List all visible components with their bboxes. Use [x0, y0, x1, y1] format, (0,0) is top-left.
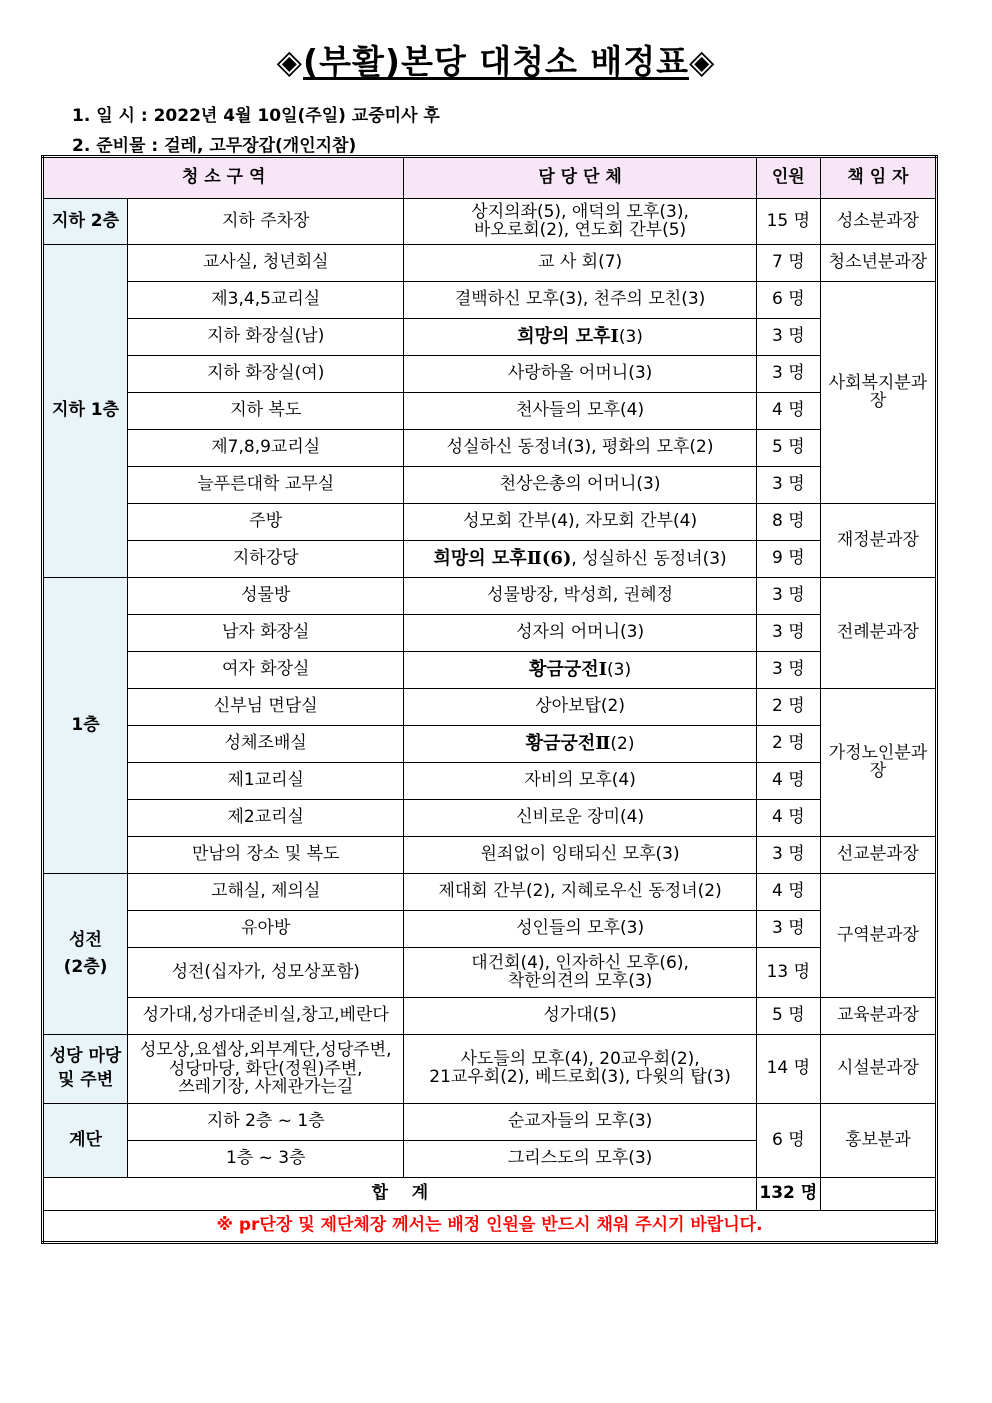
table-row	[43, 615, 937, 652]
group-cell: 황금궁전Ⅱ(2)	[404, 726, 756, 763]
info-date: 1. 일 시 : 2022년 4월 10일(주일) 교중미사 후	[72, 106, 440, 126]
responsible-cell: 선교분과장	[820, 837, 936, 874]
group-cell: 희망의 모후Ⅰ(3)	[404, 319, 756, 356]
title-right-mark: ◈	[688, 42, 716, 81]
table-row	[43, 911, 937, 948]
area-cell: 만남의 장소 및 복도	[128, 837, 404, 874]
count-cell: 5 명	[756, 998, 820, 1035]
group-cell: 교 사 회(7)	[404, 245, 756, 282]
floor-yard: 성당 마당 및 주변	[43, 1035, 128, 1104]
area-cell: 늘푸른대학 교무실	[128, 467, 404, 504]
area-cell: 성가대,성가대준비실,창고,베란다	[128, 998, 404, 1035]
total-blank	[820, 1178, 936, 1211]
table-row	[43, 874, 937, 911]
area-cell: 지하 2층 ~ 1층	[128, 1104, 404, 1141]
area-cell: 유아방	[128, 911, 404, 948]
group-cell: 순교자들의 모후(3)	[404, 1104, 756, 1141]
table-row	[43, 282, 937, 319]
notice-text: ※ pr단장 및 제단체장 께서는 배정 인원을 반드시 채워 주시기 바랍니다.	[43, 1211, 937, 1243]
header-group: 담 당 단 체	[404, 157, 756, 199]
group-cell: 성실하신 동정녀(3), 평화의 모후(2)	[404, 430, 756, 467]
title-text: (부활)본당 대청소 배정표	[303, 42, 689, 81]
area-cell: 성모상,요셉상,외부계단,성당주변, 성당마당, 화단(정원)주변, 쓰레기장, 사제관가는길	[128, 1035, 404, 1104]
group-cell: 그리스도의 모후(3)	[404, 1141, 756, 1178]
count-cell: 3 명	[756, 356, 820, 393]
group-cell: 대건회(4), 인자하신 모후(6), 착한의견의 모후(3)	[404, 948, 756, 998]
count-cell: 2 명	[756, 689, 820, 726]
count-cell: 3 명	[756, 319, 820, 356]
area-cell: 제2교리실	[128, 800, 404, 837]
floor-sanctuary: 성전 (2층)	[43, 874, 128, 1035]
count-cell: 15 명	[756, 199, 820, 245]
area-cell: 주방	[128, 504, 404, 541]
responsible-cell: 청소년분과장	[820, 245, 936, 282]
group-cell: 성모회 간부(4), 자모회 간부(4)	[404, 504, 756, 541]
group-cell: 성물방장, 박성희, 권혜정	[404, 578, 756, 615]
count-cell: 5 명	[756, 430, 820, 467]
responsible-cell: 교육분과장	[820, 998, 936, 1035]
count-cell: 4 명	[756, 800, 820, 837]
table-row	[43, 763, 937, 800]
count-cell: 4 명	[756, 393, 820, 430]
count-cell: 3 명	[756, 578, 820, 615]
floor-stairs: 계단	[43, 1104, 128, 1178]
responsible-cell: 시설분과장	[820, 1035, 936, 1104]
header-responsible: 책 임 자	[820, 157, 936, 199]
table-row	[43, 467, 937, 504]
table-header-row	[43, 157, 937, 199]
total-label: 합 계	[43, 1178, 757, 1211]
header-count: 인원	[756, 157, 820, 199]
table-row	[43, 356, 937, 393]
count-cell: 13 명	[756, 948, 820, 998]
count-cell: 2 명	[756, 726, 820, 763]
area-cell: 지하 주차장	[128, 199, 404, 245]
table-row	[43, 430, 937, 467]
group-cell: 성자의 어머니(3)	[404, 615, 756, 652]
area-cell: 남자 화장실	[128, 615, 404, 652]
area-cell: 신부님 면담실	[128, 689, 404, 726]
info-supplies: 2. 준비물 : 걸레, 고무장갑(개인지참)	[72, 136, 357, 156]
group-cell: 원죄없이 잉태되신 모후(3)	[404, 837, 756, 874]
area-cell: 여자 화장실	[128, 652, 404, 689]
page-title	[0, 36, 992, 83]
area-cell: 지하강당	[128, 541, 404, 578]
count-cell: 3 명	[756, 911, 820, 948]
area-cell: 제7,8,9교리실	[128, 430, 404, 467]
count-cell: 7 명	[756, 245, 820, 282]
table-row	[43, 541, 937, 578]
table-row	[43, 689, 937, 726]
count-cell: 4 명	[756, 874, 820, 911]
group-cell: 상지의좌(5), 애덕의 모후(3), 바오로회(2), 연도회 간부(5)	[404, 199, 756, 245]
group-cell: 신비로운 장미(4)	[404, 800, 756, 837]
area-cell: 고해실, 제의실	[128, 874, 404, 911]
table-row	[43, 837, 937, 874]
count-cell: 9 명	[756, 541, 820, 578]
area-cell: 제3,4,5교리실	[128, 282, 404, 319]
responsible-cell: 전례분과장	[820, 578, 936, 689]
table-row	[43, 998, 937, 1035]
table-row	[43, 245, 937, 282]
floor-b2: 지하 2층	[43, 199, 128, 245]
responsible-cell: 홍보분과	[820, 1104, 936, 1178]
count-cell: 14 명	[756, 1035, 820, 1104]
group-cell: 황금궁전Ⅰ(3)	[404, 652, 756, 689]
group-cell: 성가대(5)	[404, 998, 756, 1035]
table-row	[43, 319, 937, 356]
area-cell: 제1교리실	[128, 763, 404, 800]
cleaning-assignment-table	[41, 155, 938, 1244]
area-cell: 교사실, 청년회실	[128, 245, 404, 282]
table-row	[43, 393, 937, 430]
table-row	[43, 948, 937, 998]
group-cell: 희망의 모후Ⅱ(6), 성실하신 동정녀(3)	[404, 541, 756, 578]
responsible-cell: 구역분과장	[820, 874, 936, 998]
count-cell: 3 명	[756, 615, 820, 652]
group-cell: 사랑하올 어머니(3)	[404, 356, 756, 393]
area-cell: 1층 ~ 3층	[128, 1141, 404, 1178]
count-cell: 8 명	[756, 504, 820, 541]
count-cell: 3 명	[756, 837, 820, 874]
area-cell: 지하 화장실(여)	[128, 356, 404, 393]
table-row	[43, 199, 937, 245]
group-cell: 제대회 간부(2), 지혜로우신 동정녀(2)	[404, 874, 756, 911]
title-left-mark: ◈	[276, 42, 304, 81]
group-cell: 천사들의 모후(4)	[404, 393, 756, 430]
table-row	[43, 1104, 937, 1141]
table-row	[43, 1035, 937, 1104]
note-row	[43, 1211, 937, 1243]
floor-1f: 1층	[43, 578, 128, 874]
responsible-cell: 재정분과장	[820, 504, 936, 578]
header-area: 청 소 구 역	[43, 157, 404, 199]
table-row	[43, 578, 937, 615]
area-cell: 성전(십자가, 성모상포함)	[128, 948, 404, 998]
total-count: 132 명	[756, 1178, 820, 1211]
count-cell: 3 명	[756, 652, 820, 689]
table-row	[43, 652, 937, 689]
floor-b1: 지하 1층	[43, 245, 128, 578]
group-cell: 상아보탑(2)	[404, 689, 756, 726]
count-cell: 6 명	[756, 282, 820, 319]
group-cell: 자비의 모후(4)	[404, 763, 756, 800]
total-row	[43, 1178, 937, 1211]
responsible-cell: 성소분과장	[820, 199, 936, 245]
group-cell: 천상은총의 어머니(3)	[404, 467, 756, 504]
count-cell: 6 명	[756, 1104, 820, 1178]
count-cell: 4 명	[756, 763, 820, 800]
table-row	[43, 800, 937, 837]
responsible-cell: 사회복지분과장	[820, 282, 936, 504]
count-cell: 3 명	[756, 467, 820, 504]
group-cell: 결백하신 모후(3), 천주의 모친(3)	[404, 282, 756, 319]
group-cell: 사도들의 모후(4), 20교우회(2), 21교우회(2), 베드로회(3), 다윗의 탑(3)	[404, 1035, 756, 1104]
area-cell: 성체조배실	[128, 726, 404, 763]
area-cell: 지하 화장실(남)	[128, 319, 404, 356]
group-cell: 성인들의 모후(3)	[404, 911, 756, 948]
area-cell: 성물방	[128, 578, 404, 615]
table-row	[43, 726, 937, 763]
area-cell: 지하 복도	[128, 393, 404, 430]
table-row	[43, 504, 937, 541]
responsible-cell: 가정노인분과장	[820, 689, 936, 837]
